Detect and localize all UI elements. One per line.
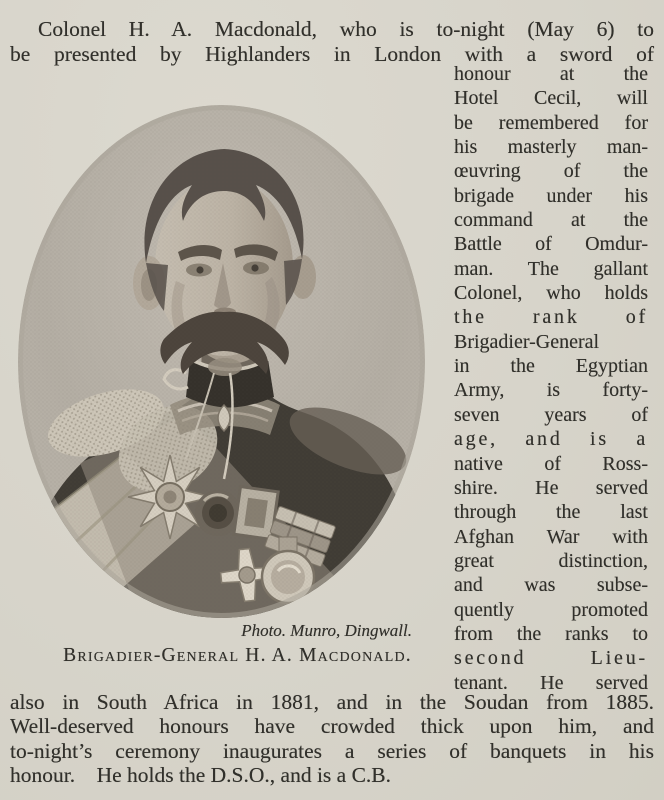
text-line: and was subse-	[454, 574, 648, 597]
text-line: through the last	[454, 501, 648, 524]
text-line: Colonel, who holds	[454, 282, 648, 305]
text-line: to-night’s ceremony inaugurates a series of banquets in his	[10, 738, 654, 763]
text-line: man. The gallant	[454, 257, 648, 280]
portrait-oval-image	[18, 105, 425, 618]
closing-paragraph	[10, 690, 654, 788]
text-line: Brigadier-General	[454, 330, 600, 353]
right-column-paragraph	[454, 62, 648, 695]
text-line: native of Ross-	[454, 452, 648, 475]
text-line: age, and is a	[454, 428, 648, 451]
text-line: Army, is forty-	[454, 379, 648, 402]
text-line: honour. He holds the D.S.O., and is a C.B.	[10, 763, 392, 788]
text-line: his masterly man-	[454, 136, 648, 159]
text-line: in the Egyptian	[454, 355, 648, 378]
text-line: command at the	[454, 209, 648, 232]
text-line: seven years of	[454, 403, 648, 426]
text-line: be remembered for	[454, 111, 648, 134]
text-line: Afghan War with	[454, 525, 648, 548]
text-line: Colonel H. A. Macdonald, who is to-night (May 6) to	[38, 17, 654, 41]
text-line: tenant. He served	[454, 671, 648, 694]
text-line: also in South Africa in 1881, and in the Soudan from 1885.	[10, 690, 654, 714]
text-line: Well-deserved honours have crowded thick upon him, and	[10, 714, 654, 739]
text-line: œuvring of the	[454, 160, 648, 183]
intro-paragraph	[10, 17, 654, 67]
text-line: Battle of Omdur-	[454, 233, 648, 256]
text-line: quently promoted	[454, 598, 648, 621]
photo-credit: Photo. Munro, Dingwall.	[241, 621, 412, 640]
text-line: from the ranks to	[454, 622, 648, 645]
text-line: second Lieu-	[454, 647, 648, 670]
text-line: brigade under his	[454, 184, 648, 207]
text-line: the rank of	[454, 306, 648, 329]
text-line: honour at the	[454, 63, 648, 85]
text-line: great distinction,	[454, 549, 648, 572]
portrait-photo	[18, 105, 425, 618]
text-line: shire. He served	[454, 476, 648, 499]
text-line: be presented by Highlanders in London with a sword of	[10, 42, 654, 66]
text-line: Hotel Cecil, will	[454, 87, 648, 110]
photo-caption: Brigadier-General H. A. Macdonald.	[63, 645, 412, 666]
